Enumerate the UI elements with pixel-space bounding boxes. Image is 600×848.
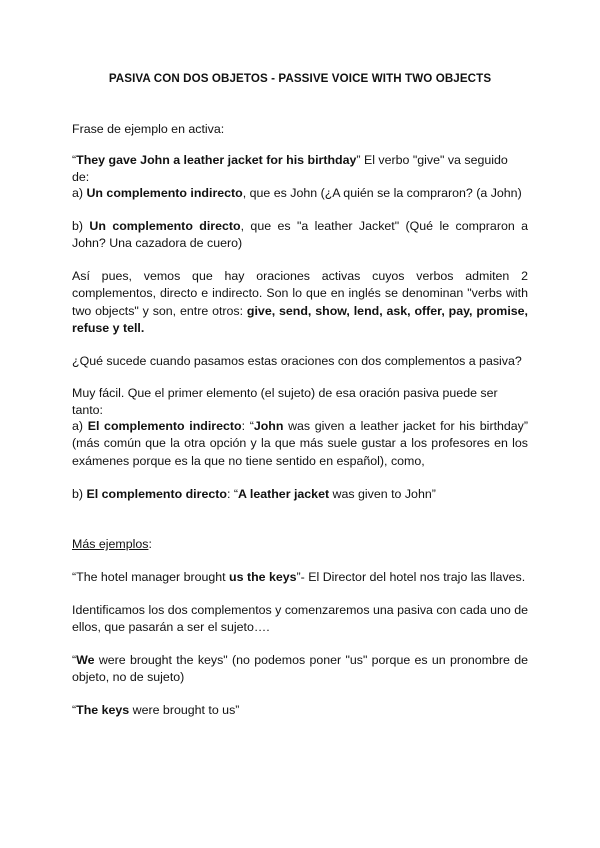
item-a-rest: , que es John (¿A quién se la compraron? (a John) xyxy=(242,186,522,200)
option-b-bold: El complemento directo xyxy=(86,487,227,501)
item-a-prefix: a) xyxy=(72,186,87,200)
verbs-paragraph xyxy=(72,268,528,337)
item-a-bold: Un complemento indirecto xyxy=(86,186,243,200)
item-b-rest: , que es "a leather Jacket" (Qué le compraron a John? Una cazadora de cuero) xyxy=(72,219,529,251)
easy-line: Muy fácil. Que el primer elemento (el sujeto) de esa oración pasiva puede ser tanto: xyxy=(72,386,498,418)
more-examples-colon: : xyxy=(148,537,152,551)
more-examples-heading xyxy=(72,536,528,553)
option-a-rest: was given a leather jacket for his birthday” (más común que la otra opción y la que más suele gustar a los profesores en los exámenes porque es la que no tiene sentido en español), como, xyxy=(72,419,529,468)
page-title: PASIVA CON DOS OBJETOS - PASSIVE VOICE WITH TWO OBJECTS xyxy=(108,72,492,85)
item-b xyxy=(72,218,528,253)
option-a xyxy=(72,418,528,470)
example-sentence xyxy=(72,152,528,187)
option-b xyxy=(72,486,528,503)
keys-bold: The keys xyxy=(76,703,130,717)
hotel-bold: us the keys xyxy=(229,570,297,584)
option-a-prefix: a) xyxy=(72,419,88,433)
verbs-text: Así pues, vemos que hay oraciones activas cuyos verbos admiten 2 complementos, directo e indirecto. Son lo que en inglés se denominan "verbs with two objects" y son, entre otros: xyxy=(72,269,528,318)
hotel-example xyxy=(72,569,528,586)
identify-paragraph: Identificamos los dos complementos y comenzaremos una pasiva con cada uno de ellos, que pasarán a ser el sujeto…. xyxy=(72,603,528,635)
keys-example xyxy=(72,702,528,719)
item-b-bold: Un complemento directo xyxy=(89,219,241,233)
keys-rest: were brought to us” xyxy=(129,703,240,717)
item-a xyxy=(72,185,528,202)
we-rest: were brought the keys" (no podemos poner "us" porque es un pronombre de objeto, no de sujeto) xyxy=(72,653,528,685)
intro-line: Frase de ejemplo en activa: xyxy=(72,122,225,136)
we-quote: “ xyxy=(72,653,77,667)
keys-quote: “ xyxy=(72,703,77,717)
question-line: ¿Qué sucede cuando pasamos estas oraciones con dos complementos a pasiva? xyxy=(72,354,522,368)
option-a-bold: El complemento indirecto xyxy=(87,419,242,433)
open-quote: “ xyxy=(72,153,77,167)
we-example xyxy=(72,652,528,687)
hotel-rest: ”- El Director del hotel nos trajo las llaves. xyxy=(296,570,526,584)
item-b-prefix: b) xyxy=(72,219,90,233)
option-b-subject: A leather jacket xyxy=(237,487,330,501)
example-bold: They gave John a leather jacket for his birthday xyxy=(76,153,357,167)
option-b-prefix: b) xyxy=(72,487,87,501)
verbs-list: give, send, show, lend, ask, offer, pay, promise, refuse y tell. xyxy=(72,303,528,335)
we-bold: We xyxy=(76,653,95,667)
example-rest: ” El verbo "give" va seguido de: xyxy=(72,153,508,185)
option-b-rest: was given to John” xyxy=(329,487,436,501)
option-b-mid: : “ xyxy=(226,487,238,501)
option-a-subject: John xyxy=(253,419,284,433)
hotel-pre: “The hotel manager brought xyxy=(72,570,230,584)
more-examples-label: Más ejemplos xyxy=(72,537,149,551)
option-a-mid: : “ xyxy=(241,419,254,433)
